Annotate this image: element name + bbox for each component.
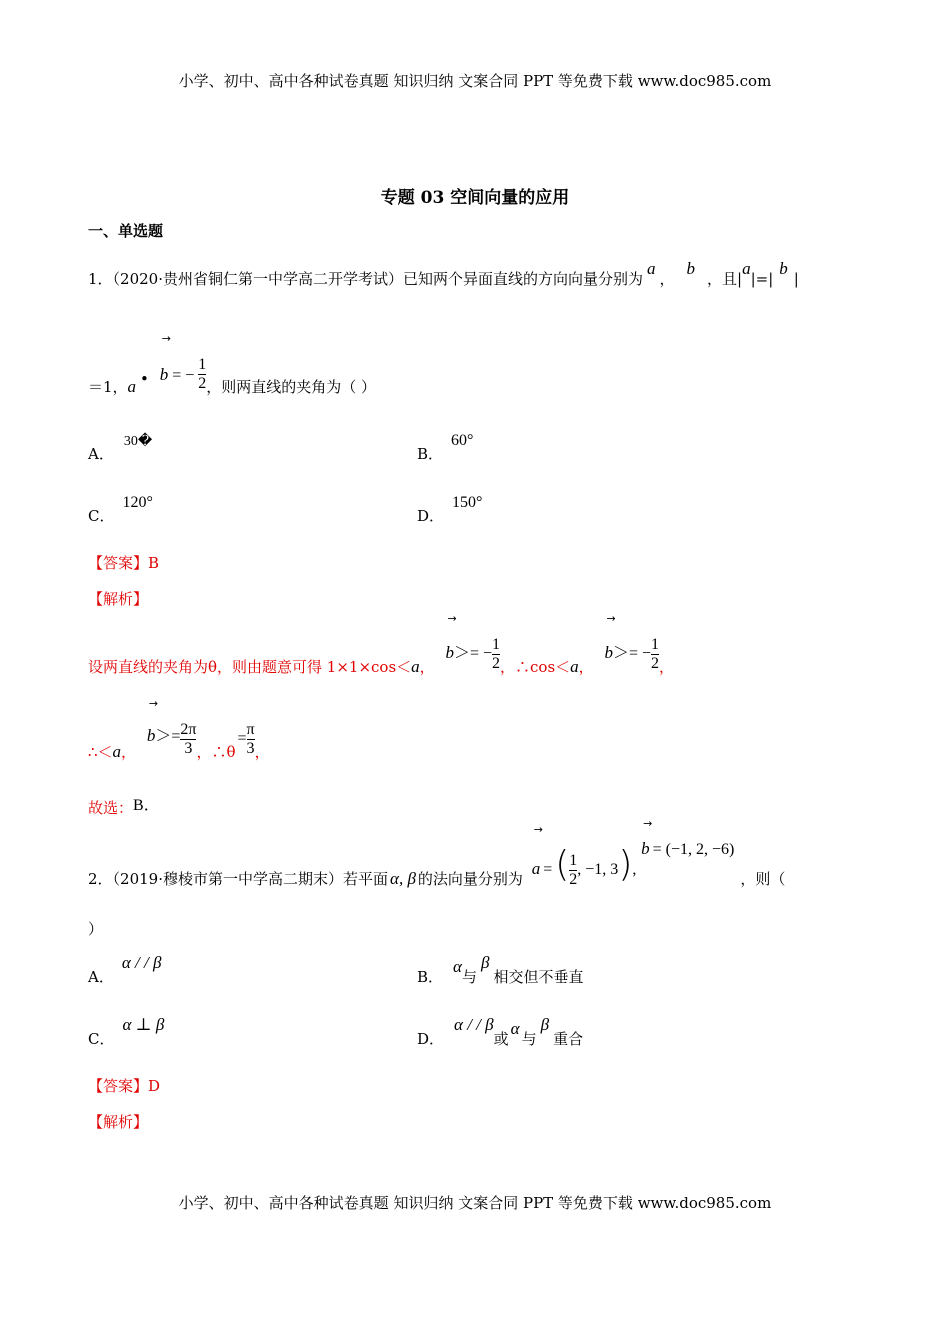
q1-vec-b: b (686, 259, 696, 278)
q1-sol1-group1 (445, 612, 501, 672)
q1-solution-line2 (88, 697, 270, 762)
q1-option-d[interactable] (417, 494, 483, 526)
q2-arrow-a-icon: → (533, 823, 543, 836)
q1-sol1-vec-a: a (411, 657, 420, 677)
q1-abs-end: | (793, 270, 799, 288)
q1-sol2-frac1-num: 2π (180, 721, 197, 738)
q2-frac-den: 2 (569, 870, 578, 888)
q1-sol2-frac2-den: 3 (246, 739, 255, 757)
q2-option-d-alpha: α (510, 1019, 520, 1038)
q1-option-a-value: 30� (123, 434, 153, 449)
q2-rest-a: , −1, 3 (577, 861, 619, 878)
q1-option-c-value: 120° (122, 494, 153, 511)
q1-sol1-b: ， (419, 658, 435, 677)
q2-option-b-alpha: α (453, 957, 462, 976)
q1-number: 1． (88, 270, 113, 288)
q2-option-a-value: α / / β (121, 953, 162, 972)
q2-arrow-b-icon: → (643, 817, 653, 830)
q1-sol1-g: ， (659, 658, 675, 677)
q1-option-c[interactable] (88, 494, 153, 526)
q1-sol2-arrow-icon: → (148, 697, 159, 710)
q1-comma: ， (659, 270, 675, 288)
q1-sol1-d: ，∴cos＜ (500, 658, 571, 677)
q2-option-d-or: 或 (493, 1030, 509, 1048)
q1-line2 (88, 332, 377, 397)
q1-abs-mid: |=| (750, 270, 774, 288)
q2-option-d-label: D． (417, 1030, 445, 1048)
q1-sol1-e: ， (578, 658, 594, 677)
q2-option-b[interactable] (417, 953, 584, 987)
q1-sol1-frac1 (492, 636, 500, 672)
q1-line2-a: a (127, 377, 137, 397)
q1-line2-b: b (159, 365, 169, 385)
q2-stem2: 的法向量分别为 (417, 870, 523, 888)
q1-answer-value: B (148, 554, 160, 572)
q2-option-d-with: 与 (521, 1030, 537, 1048)
q2-option-a[interactable] (88, 953, 162, 987)
q1-conclusion-value: B． (133, 797, 160, 814)
q2-option-c-label: C． (88, 1030, 115, 1048)
q1-sol2-frac1 (180, 721, 196, 757)
q1-conclusion-label: 故选： (88, 799, 134, 817)
q1-sol2-frac1-den: 3 (184, 739, 193, 757)
q1-sol1-vec-b: b (445, 643, 454, 663)
q2-option-b-label: B． (417, 968, 444, 986)
q1-sol2-b: ， (121, 743, 137, 762)
q1-sol1-frac2-num: 1 (651, 636, 660, 653)
q1-sol1-c: ＞= − (453, 645, 493, 663)
q2-option-d-par: α / / β (454, 1015, 494, 1034)
q1-frac-den: 2 (198, 374, 207, 392)
q1-option-b[interactable] (417, 432, 474, 464)
q1-sol1-group2 (604, 612, 660, 672)
q1-sol2-d: ，∴θ (196, 743, 236, 762)
q1-line1 (88, 259, 799, 289)
q2-lparen-icon: ( (555, 844, 570, 885)
q2-option-b-text: 相交但不垂直 (493, 968, 584, 986)
page-footer: 小学、初中、高中各种试卷真题 知识归纳 文案合同 PPT 等免费下载 www.doc985.com (178, 1194, 772, 1212)
q1-option-b-value: 60° (451, 432, 474, 449)
q2-eq2: = (−1, 2, −6) (652, 841, 735, 858)
q1-sol1-a: 设两直线的夹角为θ，则由题意可得 1×1×cos＜ (88, 658, 412, 677)
q1-sol1-frac1-num: 1 (492, 636, 501, 653)
q2-rparen-icon: ) (618, 844, 633, 885)
q1-answer (88, 552, 159, 573)
q1-analysis-tag: 【解析】 (88, 590, 149, 608)
q1-sol1-vec-b2: b (604, 643, 613, 663)
q2-end: ，则（ (740, 870, 786, 888)
q1-sol2-frac2-num: π (246, 721, 255, 738)
q1-option-b-label: B． (417, 445, 444, 463)
q1-conclusion (88, 795, 160, 818)
q2-line1 (88, 817, 786, 888)
q2-option-b-with: 与 (461, 968, 477, 986)
q2-option-d-text: 重合 (553, 1030, 584, 1048)
q1-sol1-frac2 (651, 636, 659, 672)
q2-option-c[interactable] (88, 1015, 165, 1049)
q1-arrow-icon: → (161, 332, 171, 345)
q1-option-d-label: D． (417, 507, 445, 525)
q2-source: （2019·穆棱市第一中学高二期末） (112, 870, 343, 888)
q1-sol2-vec-a: a (112, 742, 122, 762)
q2-vectors (531, 817, 735, 888)
q1-option-d-value: 150° (452, 494, 483, 511)
q1-sol2-group (146, 697, 197, 757)
q2-planes: α, β (390, 869, 416, 888)
q2-vec-b: b (641, 839, 650, 858)
q1-dot: • (140, 370, 149, 389)
q1-answer-tag: 【答案】 (88, 554, 149, 572)
q1-sol2-vec-b: b (146, 726, 156, 746)
q2-answer-tag: 【答案】 (88, 1077, 149, 1095)
q1-frac-num: 1 (198, 356, 207, 373)
q1-option-c-label: C． (88, 507, 115, 525)
q1-line2-start: ＝1， (88, 378, 128, 397)
q1-vec-b-arrow-group (159, 332, 207, 392)
q1-option-a-label: A． (88, 445, 114, 463)
q2-answer (88, 1075, 160, 1096)
q2-option-d-beta: β (540, 1015, 550, 1034)
q1-sol2-frac2 (247, 721, 255, 757)
q1-abs-b: b (779, 259, 788, 278)
q2-option-a-label: A． (88, 968, 114, 986)
q1-source: （2020·贵州省铜仁第一中学高二开学考试） (112, 270, 403, 288)
q2-frac-num: 1 (569, 851, 578, 869)
q1-sol1-frac1-den: 2 (492, 654, 501, 672)
q1-sol2-e: = (237, 730, 247, 748)
page-title: 专题 03 空间向量的应用 (380, 188, 570, 208)
q1-sol2-f: ， (254, 743, 270, 762)
q1-eq: = − (172, 367, 195, 385)
q2-analysis-tag: 【解析】 (88, 1113, 149, 1131)
page-header: 小学、初中、高中各种试卷真题 知识归纳 文案合同 PPT 等免费下载 www.doc985.com (178, 72, 772, 90)
q1-line2-end: ，则两直线的夹角为（ ） (206, 378, 377, 397)
q1-sol2-c: ＞= (155, 728, 181, 746)
q1-sol2-a: ∴＜ (88, 743, 113, 762)
q2-number: 2． (88, 870, 113, 888)
q1-sol1-arrow1-icon: → (447, 612, 457, 625)
q1-abs-a: a (742, 259, 751, 278)
q2-option-c-value: α ⊥ β (122, 1015, 165, 1034)
q2-vec-b-group (641, 817, 653, 859)
q2-vec-a: a (531, 859, 541, 878)
q2-answer-value: D (148, 1077, 161, 1095)
q1-stem: 已知两个异面直线的方向向量分别为 (403, 270, 644, 288)
q2-eq1: = (543, 861, 553, 878)
q1-vec-a: a (647, 259, 656, 278)
q1-solution-line1 (88, 612, 675, 677)
q1-sol1-f: ＞= − (612, 645, 652, 663)
q2-option-b-beta: β (480, 953, 490, 972)
q2-stem: 若平面 (343, 870, 389, 888)
section-heading: 一、单选题 (88, 222, 164, 240)
q1-sol1-frac2-den: 2 (651, 654, 660, 672)
q1-option-a[interactable] (88, 434, 153, 464)
q2-comma: , (632, 861, 637, 878)
q1-and: ，且| (707, 270, 743, 288)
q2-option-d[interactable] (417, 1015, 584, 1049)
q1-sol1-vec-a2: a (570, 657, 579, 677)
q2-line2: ） (88, 920, 104, 938)
q1-sol1-arrow2-icon: → (606, 612, 616, 625)
